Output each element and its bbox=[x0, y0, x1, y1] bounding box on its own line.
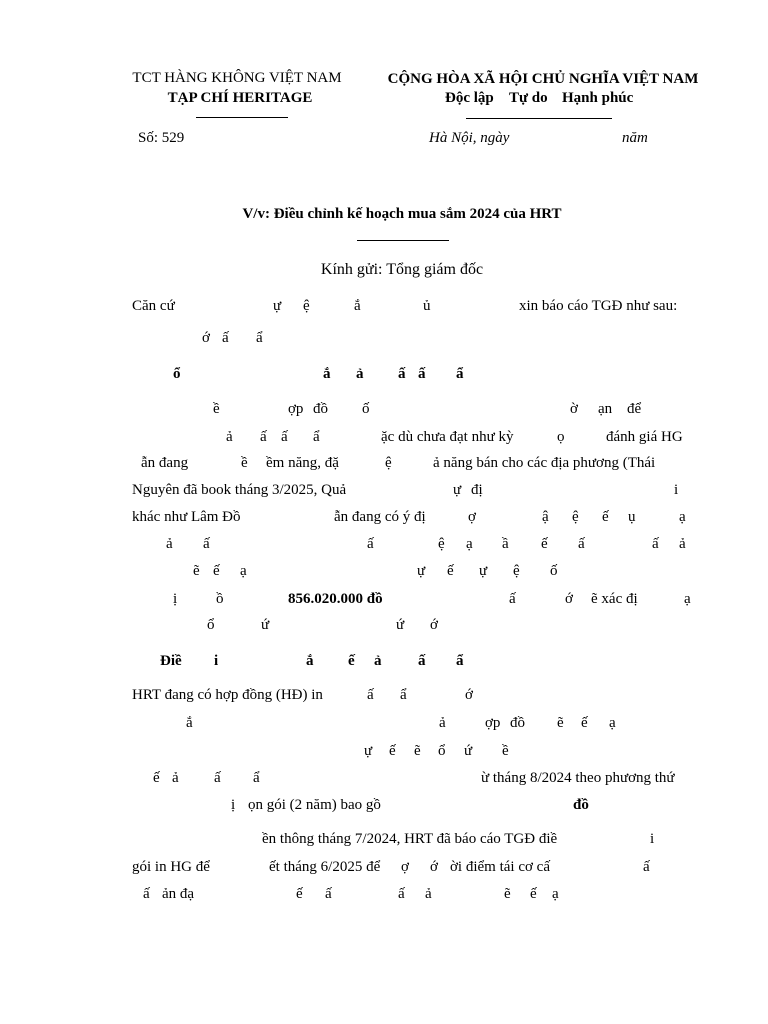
text-fragment: ấ bbox=[418, 653, 426, 669]
text-fragment: ả bbox=[679, 536, 686, 552]
text-fragment: ừ tháng 8/2024 theo phương thứ bbox=[481, 770, 675, 786]
text-fragment: ề bbox=[213, 401, 220, 417]
text-fragment: ế bbox=[296, 886, 303, 902]
text-fragment: ổ bbox=[207, 617, 215, 633]
text-fragment: ẫn đang bbox=[141, 455, 189, 471]
amount-value: 856.020.000 đồ bbox=[288, 591, 383, 607]
text-fragment: ớ bbox=[565, 591, 573, 607]
text-fragment: khác như Lâm Đồ bbox=[132, 509, 241, 525]
text-fragment: ấ bbox=[643, 859, 650, 875]
text-fragment: ệ bbox=[385, 455, 392, 471]
text-fragment: ổ bbox=[173, 366, 181, 382]
text-fragment: ự bbox=[479, 563, 488, 579]
text-fragment: ạ bbox=[466, 536, 473, 552]
text-fragment: ệ bbox=[513, 563, 520, 579]
place-date: Hà Nội, ngày bbox=[429, 130, 510, 146]
text-fragment: ị bbox=[231, 797, 236, 813]
text-fragment: ấ bbox=[652, 536, 659, 552]
text-fragment: ớ bbox=[430, 617, 438, 633]
text-fragment: ấ bbox=[325, 886, 332, 902]
text-fragment: đồ bbox=[573, 797, 589, 813]
text-fragment: ờ bbox=[570, 401, 578, 417]
motto-underline bbox=[466, 118, 612, 119]
text-fragment: ắ bbox=[323, 366, 331, 382]
text-fragment: xin báo cáo TGĐ như sau: bbox=[519, 298, 678, 314]
text-fragment: ả bbox=[425, 886, 432, 902]
text-fragment: ế bbox=[447, 563, 454, 579]
text-fragment: ứ bbox=[464, 743, 473, 759]
text-fragment: ẩ bbox=[400, 687, 407, 703]
text-fragment: ấ bbox=[143, 886, 150, 902]
text-fragment: đồ bbox=[510, 715, 525, 731]
org-subname: TẠP CHÍ HERITAGE bbox=[167, 90, 313, 106]
text-fragment: ổ bbox=[438, 743, 446, 759]
text-fragment: ạn bbox=[598, 401, 613, 417]
text-fragment: ết tháng 6/2025 để bbox=[269, 859, 381, 875]
text-fragment: ế bbox=[153, 770, 160, 786]
text-fragment: ậ bbox=[542, 509, 549, 525]
text-fragment: ạ bbox=[679, 509, 686, 525]
text-fragment: ồ bbox=[216, 591, 224, 607]
text-fragment: đồ bbox=[313, 401, 328, 417]
text-fragment: ạ bbox=[552, 886, 559, 902]
text-fragment: ế bbox=[581, 715, 588, 731]
text-fragment: ặc dù chưa đạt như kỳ bbox=[381, 429, 514, 445]
text-fragment: i bbox=[214, 653, 219, 669]
text-fragment: ề bbox=[241, 455, 248, 471]
text-fragment: ời điểm tái cơ cấ bbox=[450, 859, 550, 875]
text-fragment: ệ bbox=[572, 509, 579, 525]
text-fragment: ềm năng, đặ bbox=[266, 455, 339, 471]
text-fragment: i bbox=[650, 831, 655, 847]
text-fragment: ọ bbox=[557, 429, 565, 445]
text-fragment: ệ bbox=[303, 298, 310, 314]
text-fragment: ẽ bbox=[193, 563, 200, 579]
text-fragment: ị bbox=[173, 591, 178, 607]
text-fragment: ọn gói (2 năm) bao gồ bbox=[248, 797, 381, 813]
text-fragment: ấ bbox=[418, 366, 426, 382]
text-fragment: ẩ bbox=[313, 429, 320, 445]
text-fragment: ả bbox=[356, 366, 364, 382]
text-fragment: ấ bbox=[260, 429, 267, 445]
text-fragment: ấ bbox=[398, 886, 405, 902]
text-fragment: ế bbox=[541, 536, 548, 552]
text-fragment: ền thông tháng 7/2024, HRT đã báo cáo TGĐ điề bbox=[262, 831, 558, 847]
text-fragment: ế bbox=[530, 886, 537, 902]
text-fragment: ẩ bbox=[253, 770, 260, 786]
text-fragment: gói in HG để bbox=[132, 859, 210, 875]
text-fragment: đị bbox=[471, 482, 483, 498]
text-fragment: đánh giá HG bbox=[606, 429, 683, 445]
text-fragment: ẩ bbox=[456, 366, 464, 382]
text-fragment: ệ bbox=[438, 536, 445, 552]
text-fragment: ấ bbox=[281, 429, 288, 445]
text-fragment: ợ bbox=[401, 859, 409, 875]
text-fragment: ề bbox=[502, 743, 509, 759]
text-fragment: ẽ xác đị bbox=[591, 591, 638, 607]
text-fragment: ụ bbox=[628, 509, 636, 525]
text-fragment: ế bbox=[348, 653, 355, 669]
text-fragment: ả năng bán cho các địa phương (Thái bbox=[433, 455, 656, 471]
org-name: TCT HÀNG KHÔNG VIỆT NAM bbox=[132, 70, 342, 86]
text-fragment: ả bbox=[172, 770, 179, 786]
text-fragment: ạ bbox=[240, 563, 247, 579]
text-fragment: ắ bbox=[186, 715, 193, 731]
text-fragment: i bbox=[674, 482, 679, 498]
text-fragment: ủ bbox=[423, 298, 431, 314]
text-fragment: ố bbox=[362, 401, 370, 417]
text-fragment: ế bbox=[602, 509, 609, 525]
text-fragment: ớ bbox=[465, 687, 473, 703]
text-fragment: ấ bbox=[367, 687, 374, 703]
date-year: năm bbox=[622, 130, 648, 146]
text-fragment: ự bbox=[417, 563, 426, 579]
org-underline bbox=[196, 117, 288, 118]
text-fragment: để bbox=[627, 401, 642, 417]
text-fragment: ắ bbox=[306, 653, 314, 669]
text-fragment: ấ bbox=[578, 536, 585, 552]
text-fragment: ấ bbox=[367, 536, 374, 552]
text-fragment: ấ bbox=[509, 591, 516, 607]
text-fragment: ản đạ bbox=[162, 886, 195, 902]
text-fragment: ấ bbox=[222, 330, 229, 346]
text-fragment: Căn cứ bbox=[132, 298, 175, 314]
text-fragment: ả bbox=[166, 536, 173, 552]
text-fragment: ấ bbox=[398, 366, 406, 382]
subject-line: V/v: Điều chỉnh kế hoạch mua sắm 2024 của HRT bbox=[242, 206, 562, 222]
text-fragment: ứ bbox=[261, 617, 270, 633]
text-fragment: ẽ bbox=[557, 715, 564, 731]
motto-happiness: Hạnh phúc bbox=[562, 90, 634, 106]
text-fragment: ẩ bbox=[456, 653, 464, 669]
text-fragment: Nguyên đã book tháng 3/2025, Quả bbox=[132, 482, 347, 498]
text-fragment: ớ bbox=[202, 330, 210, 346]
text-fragment: ợ bbox=[468, 509, 476, 525]
text-fragment: ả bbox=[374, 653, 382, 669]
text-fragment: HRT đang có hợp đồng (HĐ) in bbox=[132, 687, 323, 703]
text-fragment: ự bbox=[364, 743, 373, 759]
text-fragment: ạ bbox=[609, 715, 616, 731]
subject-underline bbox=[357, 240, 449, 241]
text-fragment: ế bbox=[213, 563, 220, 579]
text-fragment: ả bbox=[439, 715, 446, 731]
text-fragment: ứ bbox=[396, 617, 405, 633]
text-fragment: ạ bbox=[684, 591, 691, 607]
country-name: CỘNG HÒA XÃ HỘI CHỦ NGHĨA VIỆT NAM bbox=[387, 71, 699, 87]
document-number: Số: 529 bbox=[138, 130, 185, 146]
text-fragment: ự bbox=[453, 482, 462, 498]
text-fragment: ấ bbox=[214, 770, 221, 786]
text-fragment: ế bbox=[389, 743, 396, 759]
motto-freedom: Tự do bbox=[509, 90, 548, 106]
text-fragment: ẫn đang có ý đị bbox=[334, 509, 426, 525]
text-fragment: ầ bbox=[502, 536, 509, 552]
text-fragment: ự bbox=[273, 298, 282, 314]
text-fragment: ẽ bbox=[504, 886, 511, 902]
text-fragment: ả bbox=[226, 429, 233, 445]
text-fragment: ấ bbox=[203, 536, 210, 552]
recipient-line: Kính gửi: Tổng giám đốc bbox=[320, 261, 484, 278]
text-fragment: ẩ bbox=[256, 330, 263, 346]
text-fragment: Điề bbox=[160, 653, 182, 669]
text-fragment: ợp bbox=[288, 401, 304, 417]
text-fragment: ắ bbox=[354, 298, 361, 314]
text-fragment: ẽ bbox=[414, 743, 421, 759]
text-fragment: ớ bbox=[430, 859, 438, 875]
motto-independence: Độc lập bbox=[445, 90, 494, 106]
text-fragment: ố bbox=[550, 563, 558, 579]
text-fragment: ợp bbox=[485, 715, 501, 731]
